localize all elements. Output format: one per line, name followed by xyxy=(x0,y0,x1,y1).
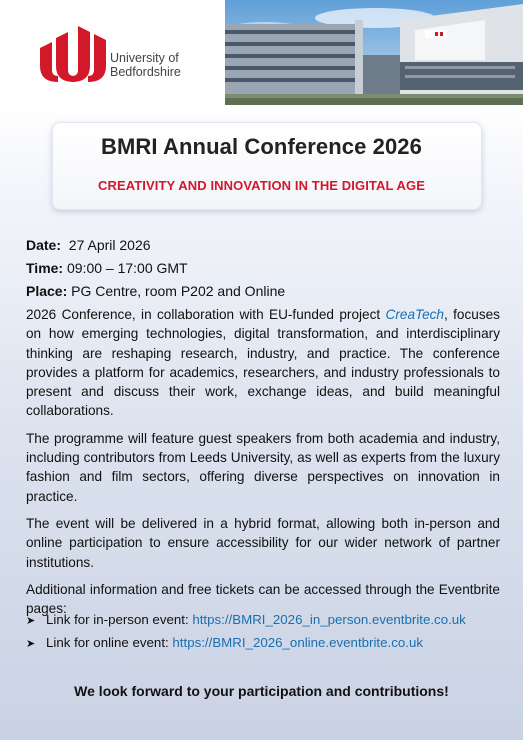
description xyxy=(26,305,500,626)
paragraph-intro-start: 2026 Conference, in collaboration with EU-funded project xyxy=(26,307,386,322)
place-row xyxy=(26,280,285,303)
link-label-in-person: Link for in-person event: xyxy=(46,612,193,627)
paragraph-intro xyxy=(26,305,500,421)
university-name-line1: University of xyxy=(110,51,179,65)
in-person-event-link[interactable]: https://BMRI_2026_in_person.eventbrite.co.uk xyxy=(192,612,466,627)
paragraph-programme: The programme will feature guest speakers from both academia and industry, including contributors from Leeds University, as well as experts from the luxury fashion and film sectors, offering diverse perspectives on innovation in practice. xyxy=(26,430,500,504)
date-row xyxy=(26,234,285,257)
online-event-link[interactable]: https://BMRI_2026_online.eventbrite.co.uk xyxy=(172,635,423,650)
date-label: Date: xyxy=(26,237,62,253)
date-value: 27 April 2026 xyxy=(68,237,151,253)
place-value: PG Centre, room P202 and Online xyxy=(71,283,286,299)
paragraph-intro-end: , focuses on how emerging technologies, digital transformation, and interdisciplinary thinking are reshaping research, industry, and practice. The conference provides a platform for academics, researchers, and industry professionals to present and discuss their work, exchange ideas, and build meaningful collaborations. xyxy=(26,307,500,419)
list-item xyxy=(26,632,466,655)
university-name xyxy=(110,51,181,79)
time-label: Time: xyxy=(26,260,64,276)
arrow-bullet-icon: ➤ xyxy=(26,615,36,627)
page-title: BMRI Annual Conference 2026 xyxy=(101,134,422,159)
university-name-line2: Bedfordshire xyxy=(110,65,181,79)
arrow-bullet-icon: ➤ xyxy=(26,638,36,650)
closing-message: We look forward to your participation and contributions! xyxy=(74,683,449,699)
time-row xyxy=(26,257,285,280)
list-item xyxy=(26,609,466,632)
paragraph-tickets: Additional information and free tickets can be accessed through the Eventbrite pages: xyxy=(26,581,500,617)
campus-photo xyxy=(225,0,523,105)
page-subtitle: CREATIVITY AND INNOVATION IN THE DIGITAL AGE xyxy=(97,178,425,193)
place-label: Place: xyxy=(26,283,68,299)
project-name: CreaTech xyxy=(385,307,444,322)
time-value: 09:00 – 17:00 GMT xyxy=(66,260,188,276)
event-details xyxy=(26,234,285,303)
link-list xyxy=(26,609,466,655)
header xyxy=(0,0,523,105)
link-label-online: Link for online event: xyxy=(46,635,173,650)
paragraph-format: The event will be delivered in a hybrid format, allowing both in-person and online participation to ensure accessibility for our wider network of partner institutions. xyxy=(26,515,500,570)
